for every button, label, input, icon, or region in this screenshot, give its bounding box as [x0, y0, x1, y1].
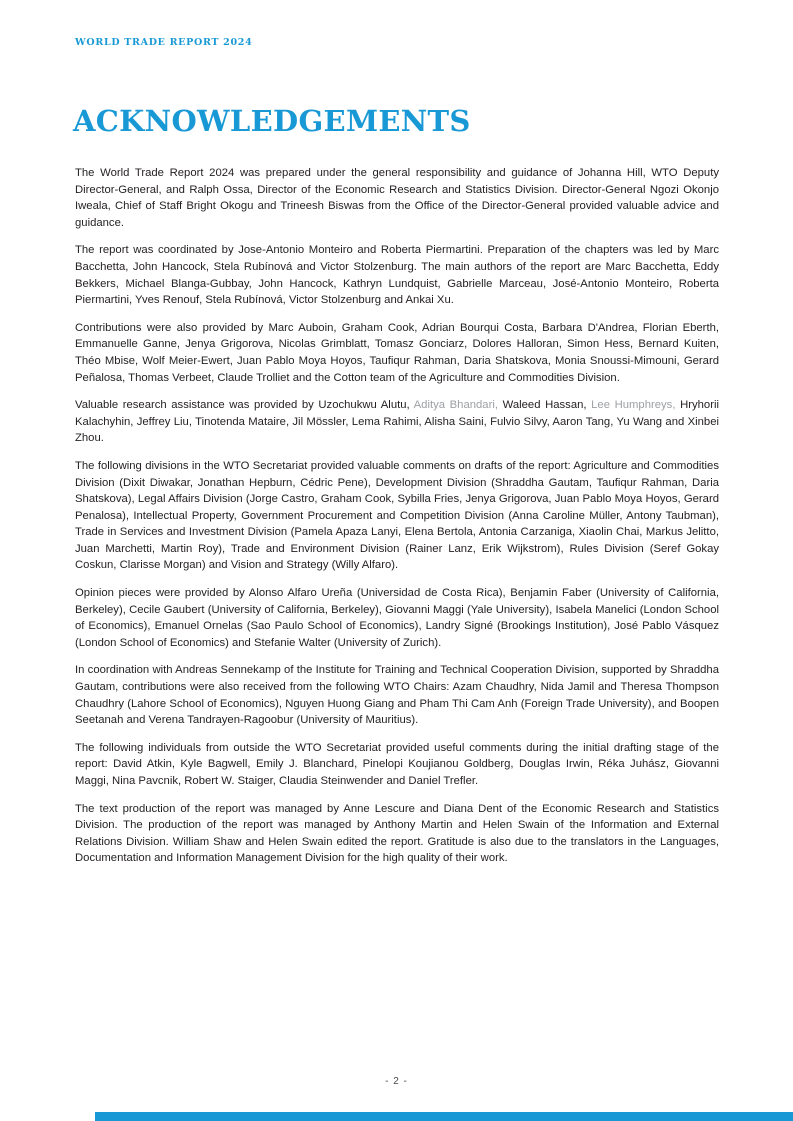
page-title: ACKNOWLEDGEMENTS — [73, 104, 471, 138]
paragraph — [75, 740, 719, 790]
paragraph — [75, 585, 719, 651]
paragraph-text-segment: The text production of the report was managed by Anne Lescure and Diana Dent of the Economic Research and Statistics Division. The production of the report was managed by Anthony Martin and Helen Swain of the Information and External Relations Division. William Shaw and Helen Swain edited the report. Gratitude is also due to the translators in the Languages, Documentation and Information Management Division for the high quality of their work. — [75, 802, 719, 865]
paragraph — [75, 165, 719, 231]
paragraph-text-segment: Valuable research assistance was provided by Uzochukwu Alutu, — [75, 399, 414, 412]
paragraph-text-segment: Waleed Hassan, — [498, 399, 592, 412]
paragraph-text-segment: The following individuals from outside the WTO Secretariat provided useful comments during the initial drafting stage of the report: David Atkin, Kyle Bagwell, Emily J. Blanchard, Pinelopi Koujianou Goldberg, Douglas Irwin, Réka Juhász, Giovanni Maggi, Nina Pavcnik, Robert W. Staiger, Claudia Steinwender and Daniel Trefler. — [75, 741, 719, 787]
paragraph-text-segment: Hryhorii Kalachyhin, Jeffrey Liu, Tinotenda Mataire, Jil Mössler, Lema Rahimi, Alisha Saini, Fulvio Silvy, Aaron Tang, Yu Wang and Xinbei Zhou. — [75, 399, 719, 445]
paragraph — [75, 801, 719, 867]
paragraph-text-segment: Opinion pieces were provided by Alonso Alfaro Ureña (Universidad de Costa Rica), Benjamin Faber (University of California, Berkeley), Cecile Gaubert (University of California, Berkeley), Giovanni Maggi (Yale University), Isabela Manelici (London School of Economics), Emanuel Ornelas (Sao Paulo School of Economics), Landry Signé (Brookings Institution), José Pablo Vásquez (London School of Economics) and Stefanie Walter (University of Zurich). — [75, 587, 719, 649]
body-paragraphs — [75, 165, 719, 878]
paragraph — [75, 320, 719, 386]
paragraph-text-segment: The following divisions in the WTO Secretariat provided valuable comments on drafts of the report: Agriculture and Commodities Division (Dixit Diwakar, Jonathan Hepburn, Cédric Pene), Development Division (Shraddha Gautam, Taufiqur Rahman, Daria Shatskova), Legal Affairs Division (Jorge Castro, Graham Cook, Sybilla Fries, Jenya Grigorova, Juan Pablo Moya Hoyos, Gerard Penalosa), Intellectual Property, Government Procurement and Competition Division (Anna Caroline Müller, Antony Taubman), Trade in Services and Investment Division (Pamela Apaza Lanyi, Elena Bertola, Antonia Carzaniga, Xiaolin Chai, Markus Jelitto, Juan Marchetti, Martin Roy), Trade and Environment Division (Rainer Lanz, Erik Wijkstrom), Rules Division (Seref Gokay Coskun, Clarisse Morgan) and Vision and Strategy (Willy Alfaro). — [75, 459, 719, 572]
paragraph-text-segment: Lee Humphreys, — [591, 399, 676, 412]
paragraph — [75, 242, 719, 308]
page-number: - 2 - — [385, 1076, 408, 1087]
paragraph-text-segment: Aditya Bhandari, — [413, 399, 498, 412]
paragraph-text-segment: In coordination with Andreas Sennekamp of the Institute for Training and Technical Cooperation Division, supported by Shraddha Gautam, contributions were also received from the following WTO Chairs: Azam Chaudhry, Nida Jamil and Theresa Thompson Chaudhry (Lahore School of Economics), Nguyen Huong Giang and Pham Thi Cam Anh (Foreign Trade University), and Boopen Seetanah and Verena Tandrayen-Ragoobur (University of Mauritius). — [75, 664, 719, 727]
paragraph-text-segment: The report was coordinated by Jose-Antonio Monteiro and Roberta Piermartini. Preparation of the chapters was led by Marc Bacchetta, John Hancock, Stela Rubínová and Victor Stolzenburg. The main authors of the report are Marc Bacchetta, Eddy Bekkers, Michael Blanga-Gubbay, John Hancock, Kathryn Lundquist, Gabrielle Marceau, José-Antonio Monteiro, Roberta Piermartini, Yves Renouf, Stela Rubínová, Victor Stolzenburg and Ankai Xu. — [75, 244, 719, 307]
footer-accent-bar — [95, 1112, 793, 1121]
paragraph — [75, 458, 719, 574]
paragraph — [75, 397, 719, 447]
paragraph-text-segment: The World Trade Report 2024 was prepared under the general responsibility and guidance of Johanna Hill, WTO Deputy Director-General, and Ralph Ossa, Director of the Economic Research and Statistics Division. Director-General Ngozi Okonjo Iweala, Chief of Staff Bright Okogu and Trineesh Biswas from the Office of the Director-General provided valuable advice and guidance. — [75, 167, 719, 229]
paragraph — [75, 662, 719, 728]
paragraph-text-segment: Contributions were also provided by Marc Auboin, Graham Cook, Adrian Bourqui Costa, Barbara D'Andrea, Florian Eberth, Emmanuelle Ganne, Jenya Grigorova, Nicolas Grimblatt, Tomasz Gonciarz, Dolores Halloran, Simon Hess, Bernard Kuiten, Théo Mbise, Wolf Meier-Ewert, Juan Pablo Moya Hoyos, Taufiqur Rahman, Daria Shatskova, Monia Snoussi-Mimouni, Gerard Peñalosa, Thomas Verbeet, Claude Trolliet and the Cotton team of the Agriculture and Commodities Division. — [75, 321, 719, 384]
running-header: WORLD TRADE REPORT 2024 — [75, 37, 253, 48]
